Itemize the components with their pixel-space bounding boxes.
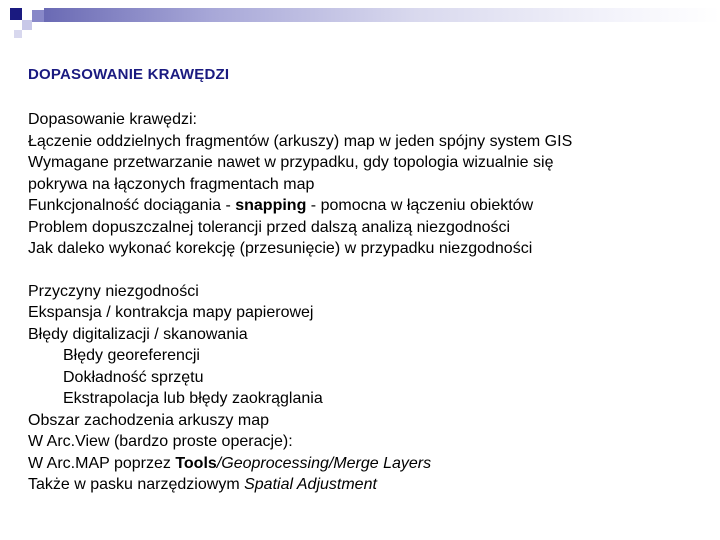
item5-pre: W Arc.MAP poprzez — [28, 454, 176, 472]
section2-subitem-1: Błędy georeferencji — [63, 347, 200, 364]
section1-line-4: Problem dopuszczalnej tolerancji przed dalszą analizą niezgodności — [28, 218, 511, 236]
decor-square-light — [22, 20, 32, 30]
tools-term: Tools — [175, 454, 217, 472]
spatial-adjustment-term: Spatial Adjustment — [244, 476, 377, 493]
merge-layers-path: /Geoprocessing/Merge Layers — [216, 454, 432, 472]
item6-pre: Także w pasku narzędziowym — [28, 476, 245, 493]
section1-line-5: Jak daleko wykonać korekcję (przesunięcie) w przypadku niezgodności — [28, 240, 533, 257]
decorative-header — [0, 0, 720, 44]
decor-square-mid — [32, 10, 44, 22]
section2-item-4: W Arc.View (bardzo proste operacje): — [28, 433, 293, 450]
section2-item-2: Błędy digitalizacji / skanowania — [28, 325, 248, 343]
section2-item-3: Obszar zachodzenia arkuszy map — [28, 411, 269, 429]
slide-title: DOPASOWANIE KRAWĘDZI — [28, 66, 230, 83]
section1-line-3 — [28, 195, 708, 217]
spacer — [28, 260, 708, 281]
section1-line-2a: Wymagane przetwarzanie nawet w przypadku, gdy topologia wizualnie się — [28, 154, 554, 171]
section2-subitem-2: Dokładność sprzętu — [63, 368, 204, 386]
line3-pre: Funkcjonalność dociągania - — [28, 197, 236, 214]
section1-heading: Dopasowanie krawędzi: — [28, 111, 197, 128]
slide-body — [28, 109, 708, 496]
section2-subitem-3: Ekstrapolacja lub błędy zaokrąglania — [63, 390, 323, 407]
section2-item-6 — [28, 474, 708, 496]
snapping-term: snapping — [235, 197, 307, 214]
decor-gradient-bar — [44, 8, 720, 22]
line3-post: - pomocna w łączeniu obiektów — [306, 197, 534, 214]
section2-heading: Przyczyny niezgodności — [28, 282, 199, 300]
section2-item-1: Ekspansja / kontrakcja mapy papierowej — [28, 304, 314, 321]
section1-line-1: Łączenie oddzielnych fragmentów (arkuszy) map w jeden spójny system GIS — [28, 132, 573, 150]
section2-item-5 — [28, 453, 708, 475]
decor-square-small — [14, 30, 22, 38]
decor-square-dark — [10, 8, 22, 20]
section1-line-2b: pokrywa na łączonych fragmentach map — [28, 175, 315, 193]
